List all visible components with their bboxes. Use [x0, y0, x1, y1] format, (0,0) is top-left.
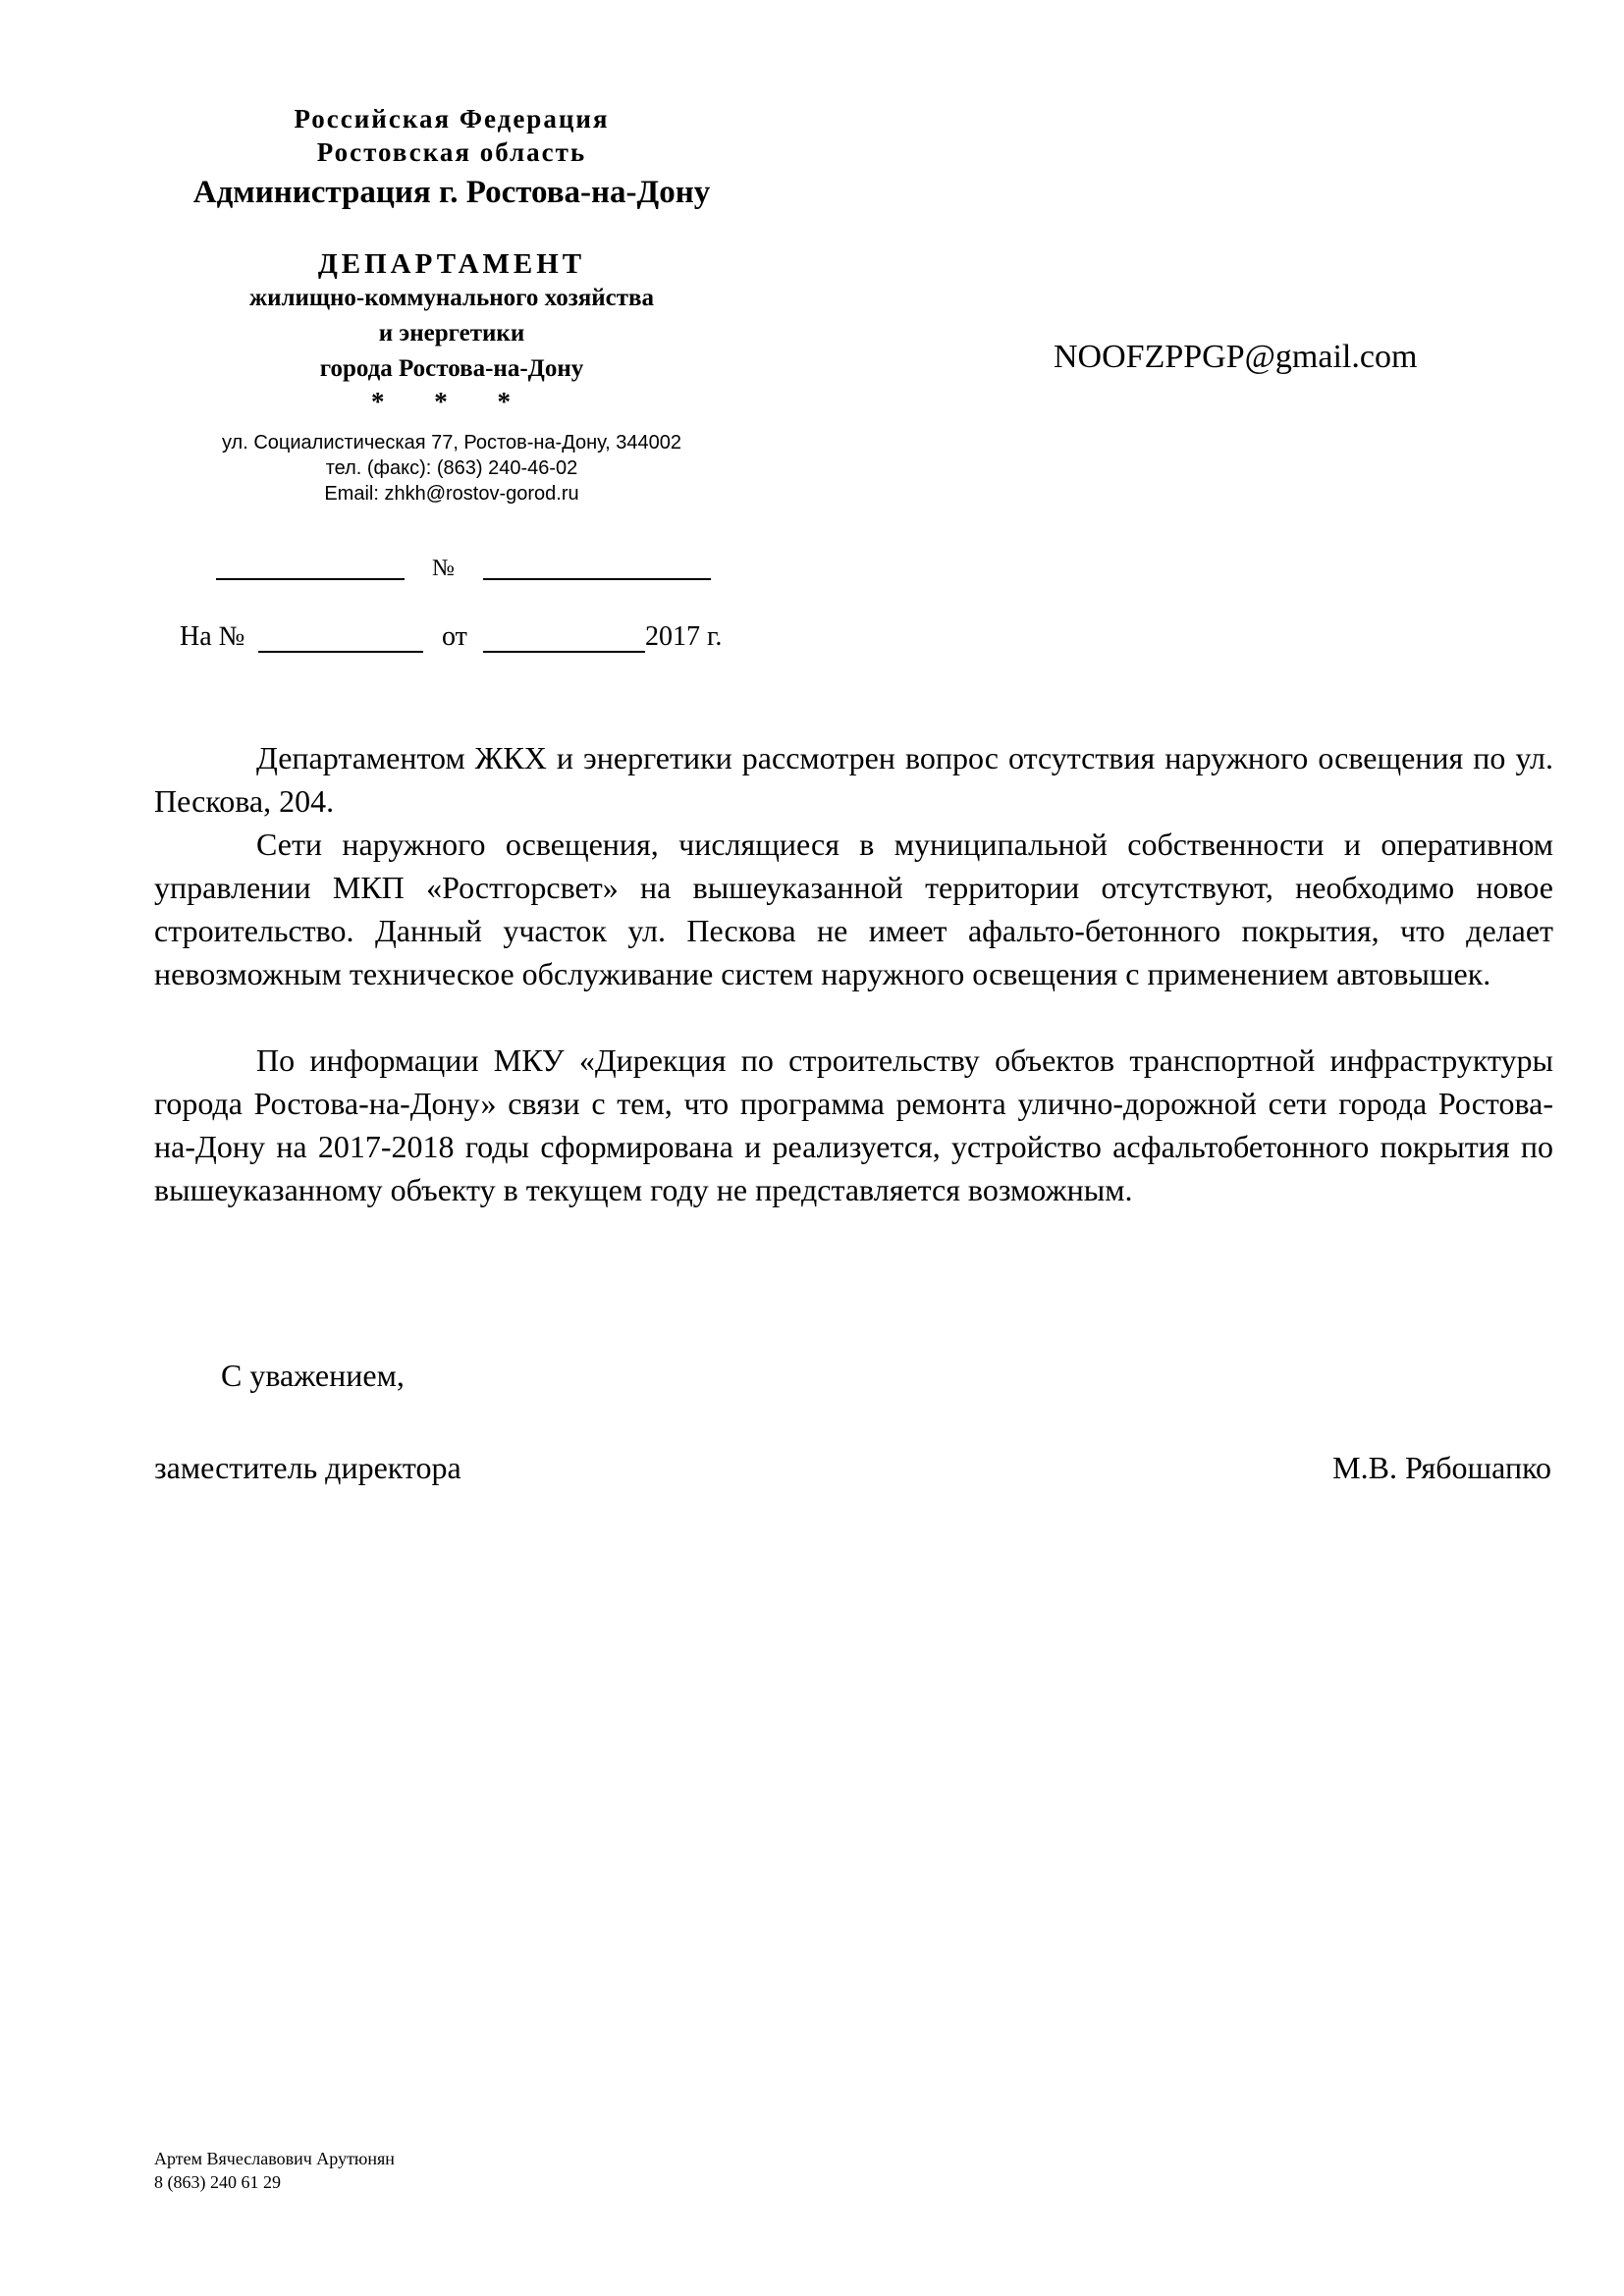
closing-salutation: С уважением, — [221, 1358, 405, 1393]
letterhead-phone: тел. (факс): (863) 240-46-02 — [325, 457, 578, 479]
body-paragraph-1: Департаментом ЖКХ и энергетики рассмотрен вопрос отсутствия наружного освещения по ул. Пескова, 204. — [154, 740, 1553, 819]
outgoing-date-blank — [216, 578, 405, 580]
reference-year: 2017 г. — [645, 621, 723, 652]
letterhead-department-line-3: города Ростова-на-Дону — [319, 355, 584, 382]
executor-name: Артем Вячеславович Арутюнян — [154, 2149, 395, 2168]
letterhead-department-title: ДЕПАРТАМЕНТ — [317, 248, 586, 280]
letterhead-department-line-2: и энергетики — [378, 320, 525, 347]
letterhead-department-line-1: жилищно-коммунального хозяйства — [248, 285, 655, 311]
outgoing-number-blank — [483, 578, 711, 580]
recipient-email: NOOFZPPGP@gmail.com — [1054, 339, 1418, 375]
letterhead-address: ул. Социалистическая 77, Ростов-на-Дону, 344002 — [222, 432, 681, 454]
outgoing-number-sign: № — [432, 556, 455, 581]
signer-position: заместитель директора — [154, 1450, 461, 1485]
reference-date-label: от — [442, 621, 467, 652]
executor-phone: 8 (863) 240 61 29 — [154, 2172, 281, 2192]
reference-date-blank — [483, 651, 645, 653]
body-paragraph-2: Сети наружного освещения, числящиеся в муниципальной собственности и оперативном управлении МКП «Ростгорсвет» на вышеуказанной территории отсутствуют, необходимо новое строительство. Данный участок ул. Пескова не имеет афальто-бетонного покрытия, что делает невозможным техническое обслуживание систем наружного освещения с применением автовышек. — [154, 827, 1553, 991]
signer-name: М.В. Рябошапко — [1332, 1450, 1551, 1485]
letterhead-country: Российская Федерация — [294, 104, 610, 133]
reference-number-blank — [258, 651, 423, 653]
letterhead-stars: * * * — [371, 387, 532, 416]
letterhead-region: Ростовская область — [316, 137, 587, 167]
letterhead-email: Email: zhkh@rostov-gorod.ru — [324, 483, 579, 505]
letterhead-administration: Администрация г. Ростова-на-Дону — [192, 175, 711, 210]
reference-number-label: На № — [180, 621, 245, 652]
body-paragraph-3: По информации МКУ «Дирекция по строительству объектов транспортной инфраструктуры города Ростова-на-Дону» связи с тем, что программа ремонта улично-дорожной сети города Ростова-на-Дону на 2017-2018 годы сформирована и реализуется, устройство асфальтобетонного покрытия по вышеуказанному объекту в текущем году не представляется возможным. — [154, 1042, 1553, 1207]
